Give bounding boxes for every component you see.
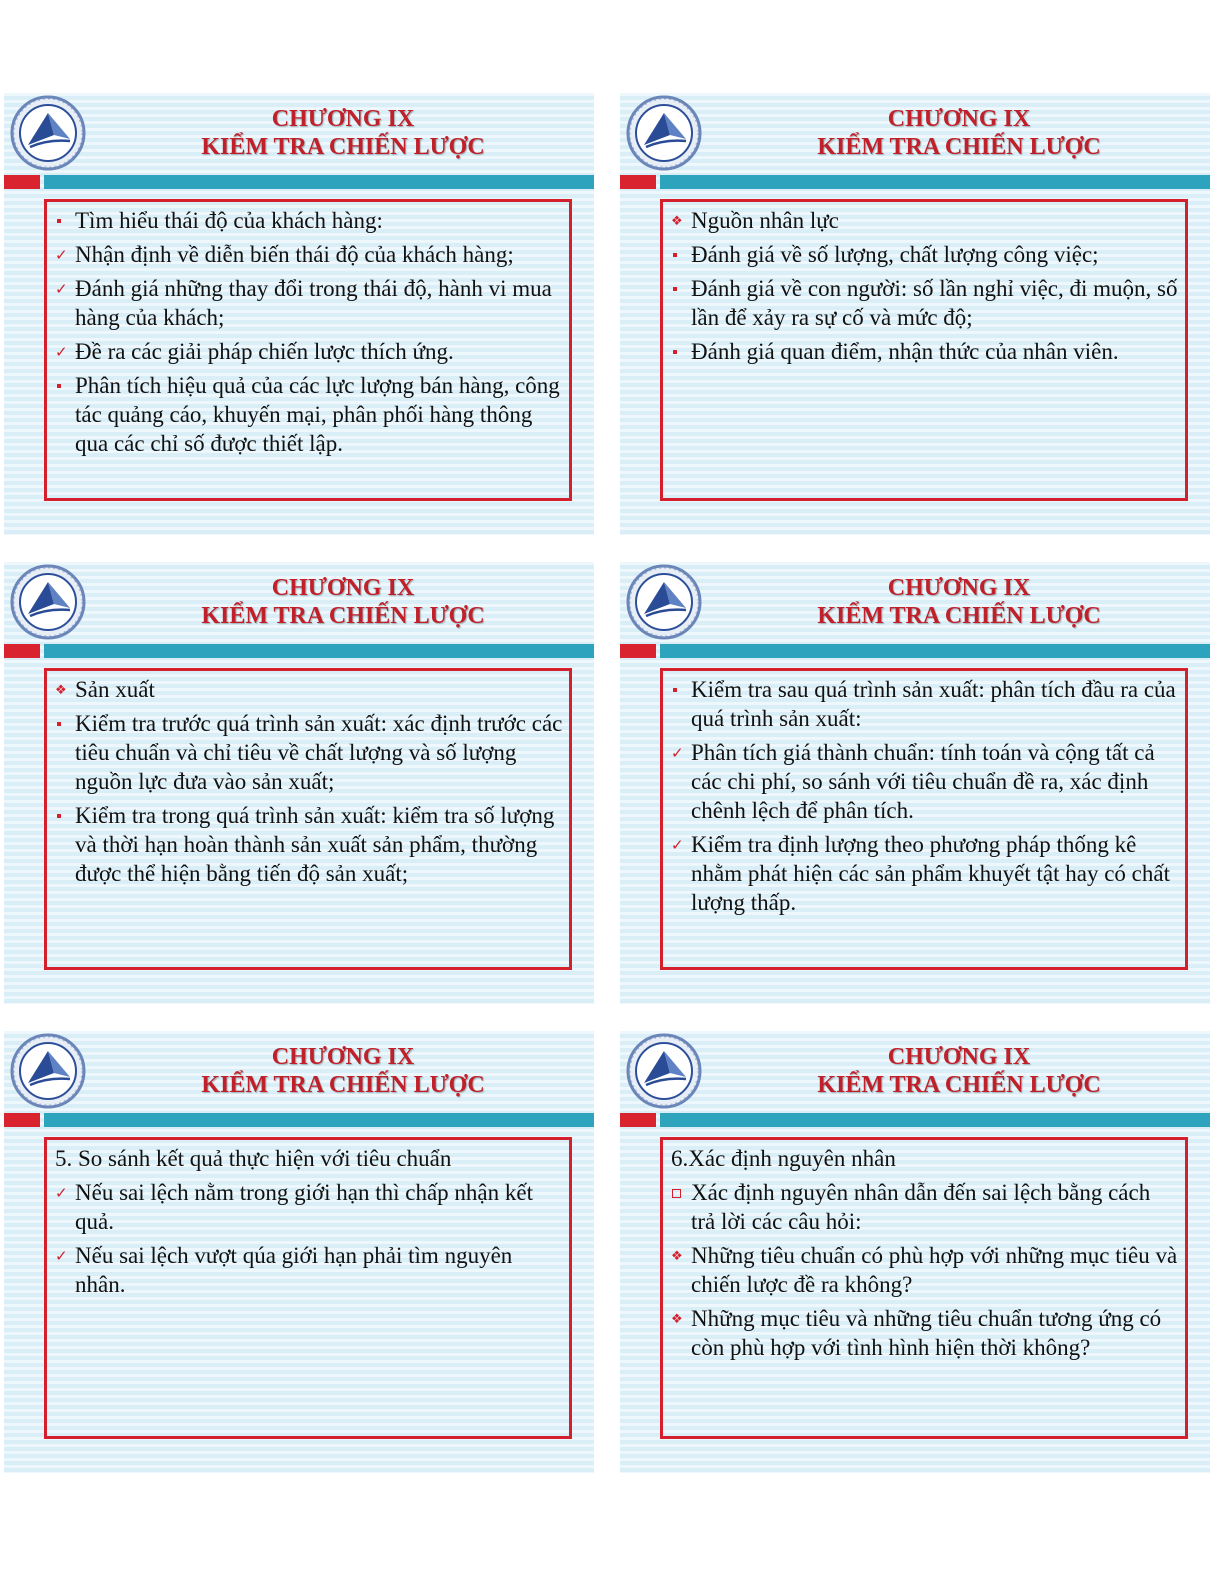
list-item-text: Xác định nguyên nhân dẫn đến sai lệch bằng cách trả lời các câu hỏi: xyxy=(691,1180,1151,1234)
list-item xyxy=(671,675,1179,733)
list-item-text: Đánh giá những thay đổi trong thái độ, hành vi mua hàng của khách; xyxy=(75,276,552,330)
list-item xyxy=(55,206,563,235)
content-box xyxy=(44,1137,572,1439)
list-item xyxy=(55,1144,563,1173)
title-line-2: KIỂM TRA CHIẾN LƯỢC xyxy=(817,1072,1101,1098)
list-item xyxy=(55,675,563,704)
title-line-1: CHƯƠNG IX xyxy=(887,575,1031,601)
logo xyxy=(8,564,88,640)
list-item xyxy=(55,1241,563,1299)
logo xyxy=(624,1033,704,1109)
title-line-2: KIỂM TRA CHIẾN LƯỢC xyxy=(201,134,485,160)
list-item xyxy=(671,1178,1179,1236)
content-box xyxy=(660,1137,1188,1439)
list-item-text: Sản xuất xyxy=(75,677,155,702)
bullet-list xyxy=(55,206,563,463)
slide-2 xyxy=(620,93,1210,535)
check-bullet-icon xyxy=(55,274,73,303)
slide-title xyxy=(708,93,1210,175)
list-item-text: Phân tích hiệu quả của các lực lượng bán hàng, công tác quảng cáo, khuyến mại, phân phối hàng thông qua các chỉ số được thiết lập. xyxy=(75,373,560,456)
list-item-text: Nếu sai lệch nằm trong giới hạn thì chấp nhận kết quả. xyxy=(75,1180,533,1234)
slide-1 xyxy=(4,93,594,535)
list-item xyxy=(671,240,1179,269)
bullet-list xyxy=(55,1144,563,1304)
accent-bar-teal xyxy=(44,644,594,658)
check-bullet-icon xyxy=(55,1178,73,1207)
accent-bar-teal xyxy=(660,644,1210,658)
list-item xyxy=(55,337,563,366)
slide-title xyxy=(92,1031,594,1113)
list-item-text: Nhận định về diễn biến thái độ của khách hàng; xyxy=(75,242,514,267)
list-item xyxy=(55,240,563,269)
list-item xyxy=(55,801,563,888)
content-box xyxy=(660,668,1188,970)
check-bullet-icon xyxy=(55,337,73,366)
list-item xyxy=(671,1304,1179,1362)
bullet-list xyxy=(671,675,1179,922)
list-item-text: Đánh giá về số lượng, chất lượng công việc; xyxy=(691,242,1099,267)
list-item-text: Tìm hiểu thái độ của khách hàng: xyxy=(75,208,383,233)
bullet-list xyxy=(55,675,563,893)
slide-title xyxy=(92,562,594,644)
square-bullet-icon xyxy=(55,206,73,235)
list-item xyxy=(671,1241,1179,1299)
list-item xyxy=(671,738,1179,825)
accent-bar-teal xyxy=(44,1113,594,1127)
accent-bar-red xyxy=(4,175,40,189)
square-bullet-icon xyxy=(671,274,689,303)
list-item-text: Kiểm tra trong quá trình sản xuất: kiểm tra số lượng và thời hạn hoàn thành sản xuất sản phẩm, thường được thể hiện bằng tiến độ sản xuất; xyxy=(75,803,555,886)
square-bullet-icon xyxy=(55,371,73,400)
square-bullet-icon xyxy=(55,801,73,830)
title-line-1: CHƯƠNG IX xyxy=(271,106,415,132)
accent-bar-red xyxy=(4,1113,40,1127)
list-item-text: Đánh giá về con người: số lần nghỉ việc, đi muộn, số lần để xảy ra sự cố và mức độ; xyxy=(691,276,1178,330)
title-line-1: CHƯƠNG IX xyxy=(887,106,1031,132)
logo xyxy=(8,95,88,171)
check-bullet-icon xyxy=(671,830,689,859)
square-bullet-icon xyxy=(671,240,689,269)
list-item xyxy=(671,337,1179,366)
slide-4 xyxy=(620,562,1210,1004)
square-bullet-icon xyxy=(671,337,689,366)
check-bullet-icon xyxy=(55,1241,73,1270)
title-line-2: KIỂM TRA CHIẾN LƯỢC xyxy=(201,1072,485,1098)
title-line-2: KIỂM TRA CHIẾN LƯỢC xyxy=(817,134,1101,160)
list-item-text: Phân tích giá thành chuẩn: tính toán và cộng tất cả các chi phí, so sánh với tiêu chuẩn đề ra, xác định chênh lệch để phân tích. xyxy=(691,740,1155,823)
logo xyxy=(624,564,704,640)
logo xyxy=(624,95,704,171)
list-item-text: 5. So sánh kết quả thực hiện với tiêu chuẩn xyxy=(55,1146,452,1171)
accent-bar-teal xyxy=(44,175,594,189)
check-bullet-icon xyxy=(671,738,689,767)
diamond-bullet-icon xyxy=(671,206,689,235)
slide-3 xyxy=(4,562,594,1004)
square-bullet-icon xyxy=(671,675,689,704)
list-item-text: Kiểm tra sau quá trình sản xuất: phân tích đầu ra của quá trình sản xuất: xyxy=(691,677,1176,731)
list-item xyxy=(671,274,1179,332)
list-item-text: Đề ra các giải pháp chiến lược thích ứng. xyxy=(75,339,454,364)
list-item xyxy=(671,830,1179,917)
slide-title xyxy=(708,1031,1210,1113)
list-item-text: Nguồn nhân lực xyxy=(691,208,839,233)
accent-bar-red xyxy=(4,644,40,658)
check-bullet-icon xyxy=(55,240,73,269)
list-item xyxy=(671,1144,1179,1173)
list-item-text: Những mục tiêu và những tiêu chuẩn tương ứng có còn phù hợp với tình hình hiện thời không? xyxy=(691,1306,1162,1360)
accent-bar-teal xyxy=(660,175,1210,189)
bullet-list xyxy=(671,206,1179,371)
content-box xyxy=(44,199,572,501)
title-line-1: CHƯƠNG IX xyxy=(887,1044,1031,1070)
list-item-text: Kiểm tra định lượng theo phương pháp thống kê nhằm phát hiện các sản phẩm khuyết tật hay có chất lượng thấp. xyxy=(691,832,1170,915)
list-item xyxy=(55,709,563,796)
content-box xyxy=(44,668,572,970)
diamond-bullet-icon xyxy=(671,1304,689,1333)
list-item xyxy=(671,206,1179,235)
accent-bar-teal xyxy=(660,1113,1210,1127)
slide-6 xyxy=(620,1031,1210,1473)
title-line-1: CHƯƠNG IX xyxy=(271,575,415,601)
diamond-bullet-icon xyxy=(55,675,73,704)
square-bullet-icon xyxy=(55,709,73,738)
list-item-text: Nếu sai lệch vượt qúa giới hạn phải tìm nguyên nhân. xyxy=(75,1243,513,1297)
list-item xyxy=(55,371,563,458)
accent-bar-red xyxy=(620,175,656,189)
accent-bar-red xyxy=(620,1113,656,1127)
title-line-1: CHƯƠNG IX xyxy=(271,1044,415,1070)
list-item-text: Những tiêu chuẩn có phù hợp với những mục tiêu và chiến lược đề ra không? xyxy=(691,1243,1178,1297)
slide-5 xyxy=(4,1031,594,1473)
diamond-bullet-icon xyxy=(671,1241,689,1270)
slide-title xyxy=(708,562,1210,644)
title-line-2: KIỂM TRA CHIẾN LƯỢC xyxy=(201,603,485,629)
logo xyxy=(8,1033,88,1109)
list-item xyxy=(55,274,563,332)
list-item-text: Đánh giá quan điểm, nhận thức của nhân viên. xyxy=(691,339,1119,364)
list-item-text: Kiểm tra trước quá trình sản xuất: xác định trước các tiêu chuẩn và chỉ tiêu về chất lượng và số lượng nguồn lực đưa vào sản xuất; xyxy=(75,711,563,794)
accent-bar-red xyxy=(620,644,656,658)
bullet-list xyxy=(671,1144,1179,1367)
list-item xyxy=(55,1178,563,1236)
slide-title xyxy=(92,93,594,175)
title-line-2: KIỂM TRA CHIẾN LƯỢC xyxy=(817,603,1101,629)
list-item-text: 6.Xác định nguyên nhân xyxy=(671,1146,896,1171)
hollow-bullet-icon xyxy=(671,1178,689,1207)
content-box xyxy=(660,199,1188,501)
